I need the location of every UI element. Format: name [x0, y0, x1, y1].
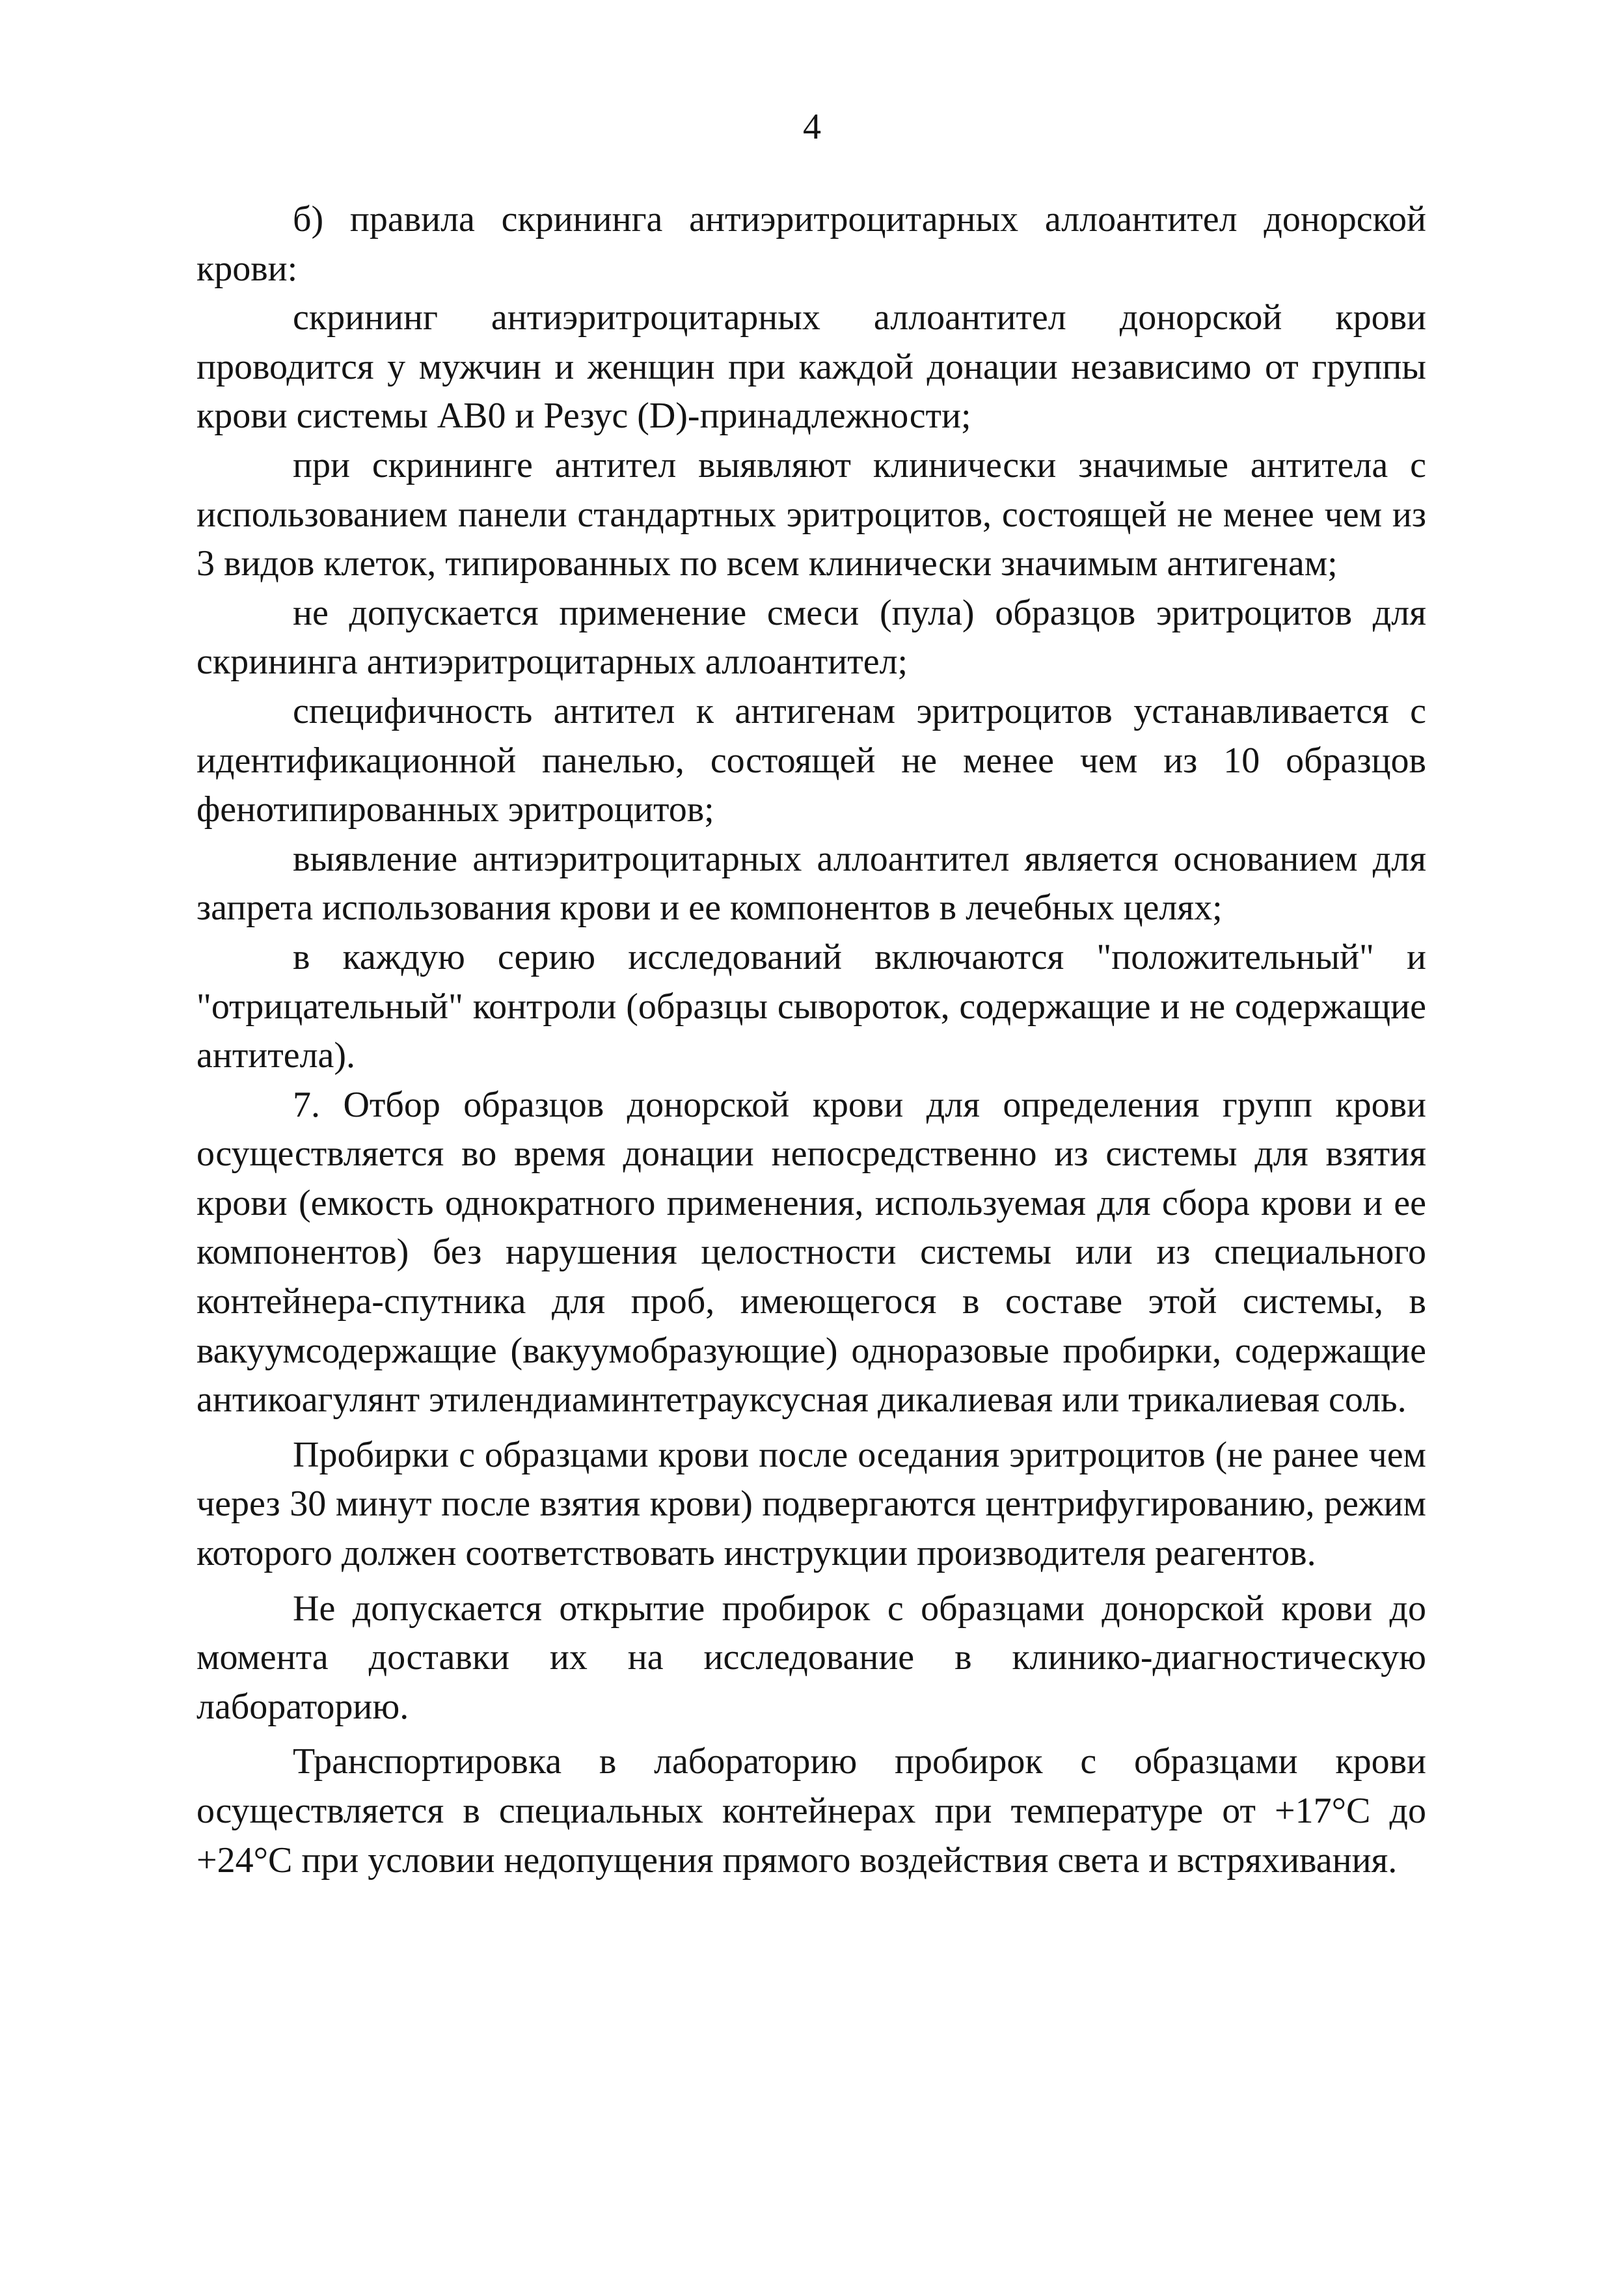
paragraph: в каждую серию исследований включаются "положительный" и "отрицательный" контроли (образцы сывороток, содержащие и не содержащие антитела).: [196, 936, 1426, 1076]
paragraph: Пробирки с образцами крови после оседания эритроцитов (не ранее чем через 30 минут после взятия крови) подвергаются центрифугированию, режим которого должен соответствовать инструкции производителя реагентов.: [196, 1434, 1426, 1574]
paragraph: выявление антиэритроцитарных аллоантител является основанием для запрета использования крови и ее компонентов в лечебных целях;: [196, 838, 1426, 929]
document-body: [196, 195, 1426, 1885]
paragraph: не допускается применение смеси (пула) образцов эритроцитов для скрининга антиэритроцитарных аллоантител;: [196, 592, 1426, 683]
paragraph: при скрининге антител выявляют клинически значимые антитела с использованием панели стандартных эритроцитов, состоящей не менее чем из 3 видов клеток, типированных по всем клинически значимым антигенам;: [196, 444, 1426, 584]
paragraph: специфичность антител к антигенам эритроцитов устанавливается с идентификационной панелью, состоящей не менее чем из 10 образцов фенотипированных эритроцитов;: [196, 690, 1426, 830]
paragraph: 7. Отбор образцов донорской крови для определения групп крови осуществляется во время донации непосредственно из системы для взятия крови (емкость однократного применения, используемая для сбора крови и ее компонентов) без нарушения целостности системы или из специального контейнера-спутника для проб, имеющегося в составе этой системы, в вакуумсодержащие (вакуумобразующие) одноразовые пробирки, содержащие антикоагулянт этилендиаминтетрауксусная дикалиевая или трикалиевая соль.: [196, 1084, 1426, 1420]
paragraph: Не допускается открытие пробирок с образцами донорской крови до момента доставки их на исследование в клинико-диагностическую лабораторию.: [196, 1588, 1426, 1727]
paragraph: Транспортировка в лабораторию пробирок с образцами крови осуществляется в специальных контейнерах при температуре от +17°С до +24°С при условии недопущения прямого воздействия света и встряхивания.: [196, 1741, 1426, 1881]
paragraph: скрининг антиэритроцитарных аллоантител донорской крови проводится у мужчин и женщин при каждой донации независимо от группы крови системы АВ0 и Резус (D)-принадлежности;: [196, 297, 1426, 437]
page-number: 4: [803, 107, 821, 147]
paragraph: б) правила скрининга антиэритроцитарных аллоантител донорской крови:: [196, 199, 1426, 289]
